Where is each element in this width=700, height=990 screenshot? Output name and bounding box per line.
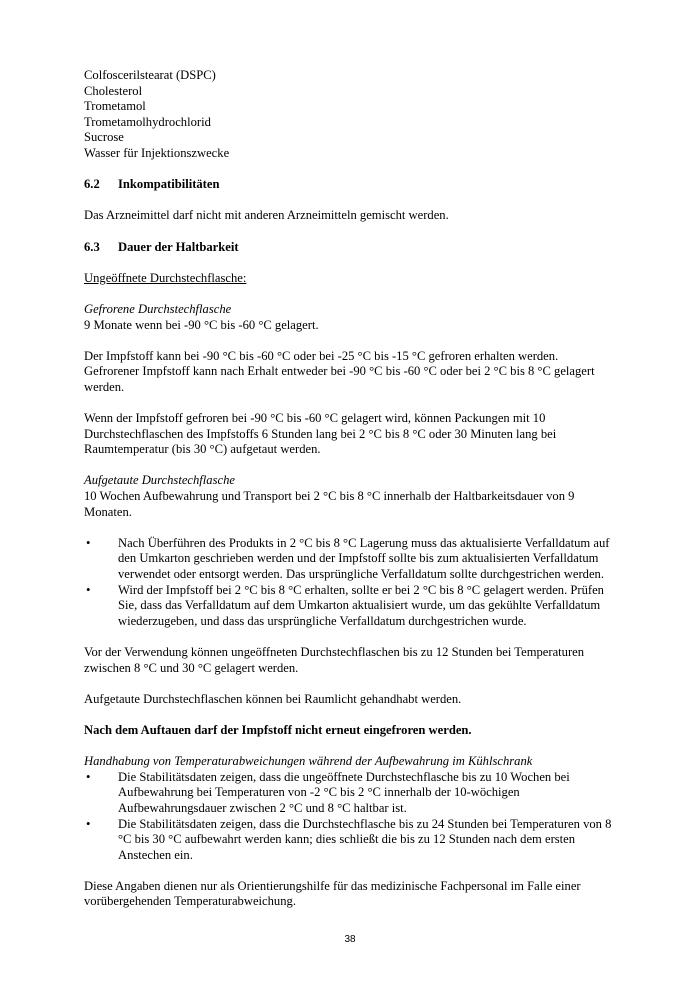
list-item bbox=[84, 536, 624, 583]
unopened-vial-label: Ungeöffnete Durchstechflasche: bbox=[84, 270, 247, 285]
section-number: 6.2 bbox=[84, 177, 100, 192]
bullet-glyph: • bbox=[86, 769, 91, 784]
receipt-paragraph-1: Der Impfstoff kann bei -90 °C bis -60 °C oder bei -25 °C bis -15 °C gefroren erhalten werden. bbox=[84, 348, 559, 363]
receipt-paragraph-2: Gefrorener Impfstoff kann nach Erhalt entweder bei -90 °C bis -60 °C oder bei 2 °C bis 8 °C gelagert werden. bbox=[84, 364, 595, 394]
section-heading-6-2 bbox=[84, 177, 624, 193]
document-page bbox=[84, 68, 624, 910]
ingredient-item: Colfoscerilstearat (DSPC) bbox=[84, 68, 216, 82]
bullet-glyph: • bbox=[86, 535, 91, 550]
list-item-text: Nach Überführen des Produkts in 2 °C bis 8 °C Lagerung muss das aktualisierte Verfalldatum auf den Umkarton geschrieben werden und der Impfstoff sollte bis zum aktualisierten Verfalldatum verwendet oder entsorgt werden. Das ursprüngliche Verfalldatum sollte durchgestrichen werden. bbox=[118, 535, 610, 581]
before-use-paragraph: Vor der Verwendung können ungeöffneten Durchstechflaschen bis zu 12 Stunden bei Temperaturen zwischen 8 °C und 30 °C gelagert werden. bbox=[84, 644, 585, 675]
list-item bbox=[84, 817, 624, 864]
frozen-vial-label: Gefrorene Durchstechflasche bbox=[84, 301, 232, 316]
page-number: 38 bbox=[344, 934, 356, 945]
ingredient-item: Trometamolhydrochlorid bbox=[84, 114, 211, 129]
no-refreeze-warning: Nach dem Auftauen darf der Impfstoff nicht erneut eingefroren werden. bbox=[84, 722, 472, 737]
incompatibility-text: Das Arzneimittel darf nicht mit anderen Arzneimitteln gemischt werden. bbox=[84, 208, 449, 223]
thawed-vial-label: Aufgetaute Durchstechflasche bbox=[84, 473, 235, 488]
list-item-text: Die Stabilitätsdaten zeigen, dass die ungeöffnete Durchstechflasche bis zu 10 Wochen bei Aufbewahrung bei Temperaturen von -2 °C bis 2 °C innerhalb der 10-wöchigen Aufbewahrungsdauer zwischen 2 °C und 8 °C haltbar ist. bbox=[118, 769, 570, 815]
frozen-vial-text: 9 Monate wenn bei -90 °C bis -60 °C gelagert. bbox=[84, 317, 319, 332]
list-item bbox=[84, 770, 624, 817]
section-heading-6-3 bbox=[84, 240, 624, 256]
bullet-glyph: • bbox=[86, 816, 91, 831]
section-title: Inkompatibilitäten bbox=[118, 177, 220, 192]
section-number: 6.3 bbox=[84, 239, 100, 254]
temperature-deviation-label: Handhabung von Temperaturabweichungen während der Aufbewahrung im Kühlschrank bbox=[84, 754, 533, 769]
thaw-paragraph: Wenn der Impfstoff gefroren bei -90 °C bis -60 °C gelagert wird, können Packungen mit 10 Durchstechflaschen des Impfstoffs 6 Stunden lang bei 2 °C bis 8 °C oder 30 Minuten lang bei Raumtemperatur (bis 30 °C) aufgetaut werden. bbox=[84, 411, 557, 457]
ingredient-list bbox=[84, 68, 624, 162]
section-title: Dauer der Haltbarkeit bbox=[118, 239, 239, 254]
storage-bullet-list bbox=[84, 536, 624, 630]
ingredient-item: Cholesterol bbox=[84, 83, 143, 98]
guidance-paragraph: Diese Angaben dienen nur als Orientierungshilfe für das medizinische Fachpersonal im Falle einer vorübergehenden Temperaturabweichung. bbox=[84, 878, 581, 909]
list-item-text: Die Stabilitätsdaten zeigen, dass die Durchstechflasche bis zu 24 Stunden bei Temperaturen von 8 °C bis 30 °C aufbewahrt werden kann; dies schließt die bis zu 12 Stunden nach dem ersten Anstechen ein. bbox=[118, 816, 612, 862]
list-item bbox=[84, 583, 624, 630]
deviation-bullet-list bbox=[84, 770, 624, 864]
ingredient-item: Sucrose bbox=[84, 130, 124, 145]
ingredient-item: Trometamol bbox=[84, 99, 146, 114]
bullet-glyph: • bbox=[86, 582, 91, 597]
thawed-vial-text: 10 Wochen Aufbewahrung und Transport bei 2 °C bis 8 °C innerhalb der Haltbarkeitsdauer von 9 Monaten. bbox=[84, 489, 575, 519]
ingredient-item: Wasser für Injektionszwecke bbox=[84, 145, 230, 160]
list-item-text: Wird der Impfstoff bei 2 °C bis 8 °C erhalten, sollte er bei 2 °C bis 8 °C gelagert werden. Prüfen Sie, dass das Verfalldatum auf dem Umkarton aktualisiert wurde, um das gekühlte Verfalldatum wiederzugeben, und dass das ursprüngliche Verfalldatum durchgestrichen wurde. bbox=[118, 582, 604, 628]
room-light-paragraph: Aufgetaute Durchstechflaschen können bei Raumlicht gehandhabt werden. bbox=[84, 691, 462, 706]
